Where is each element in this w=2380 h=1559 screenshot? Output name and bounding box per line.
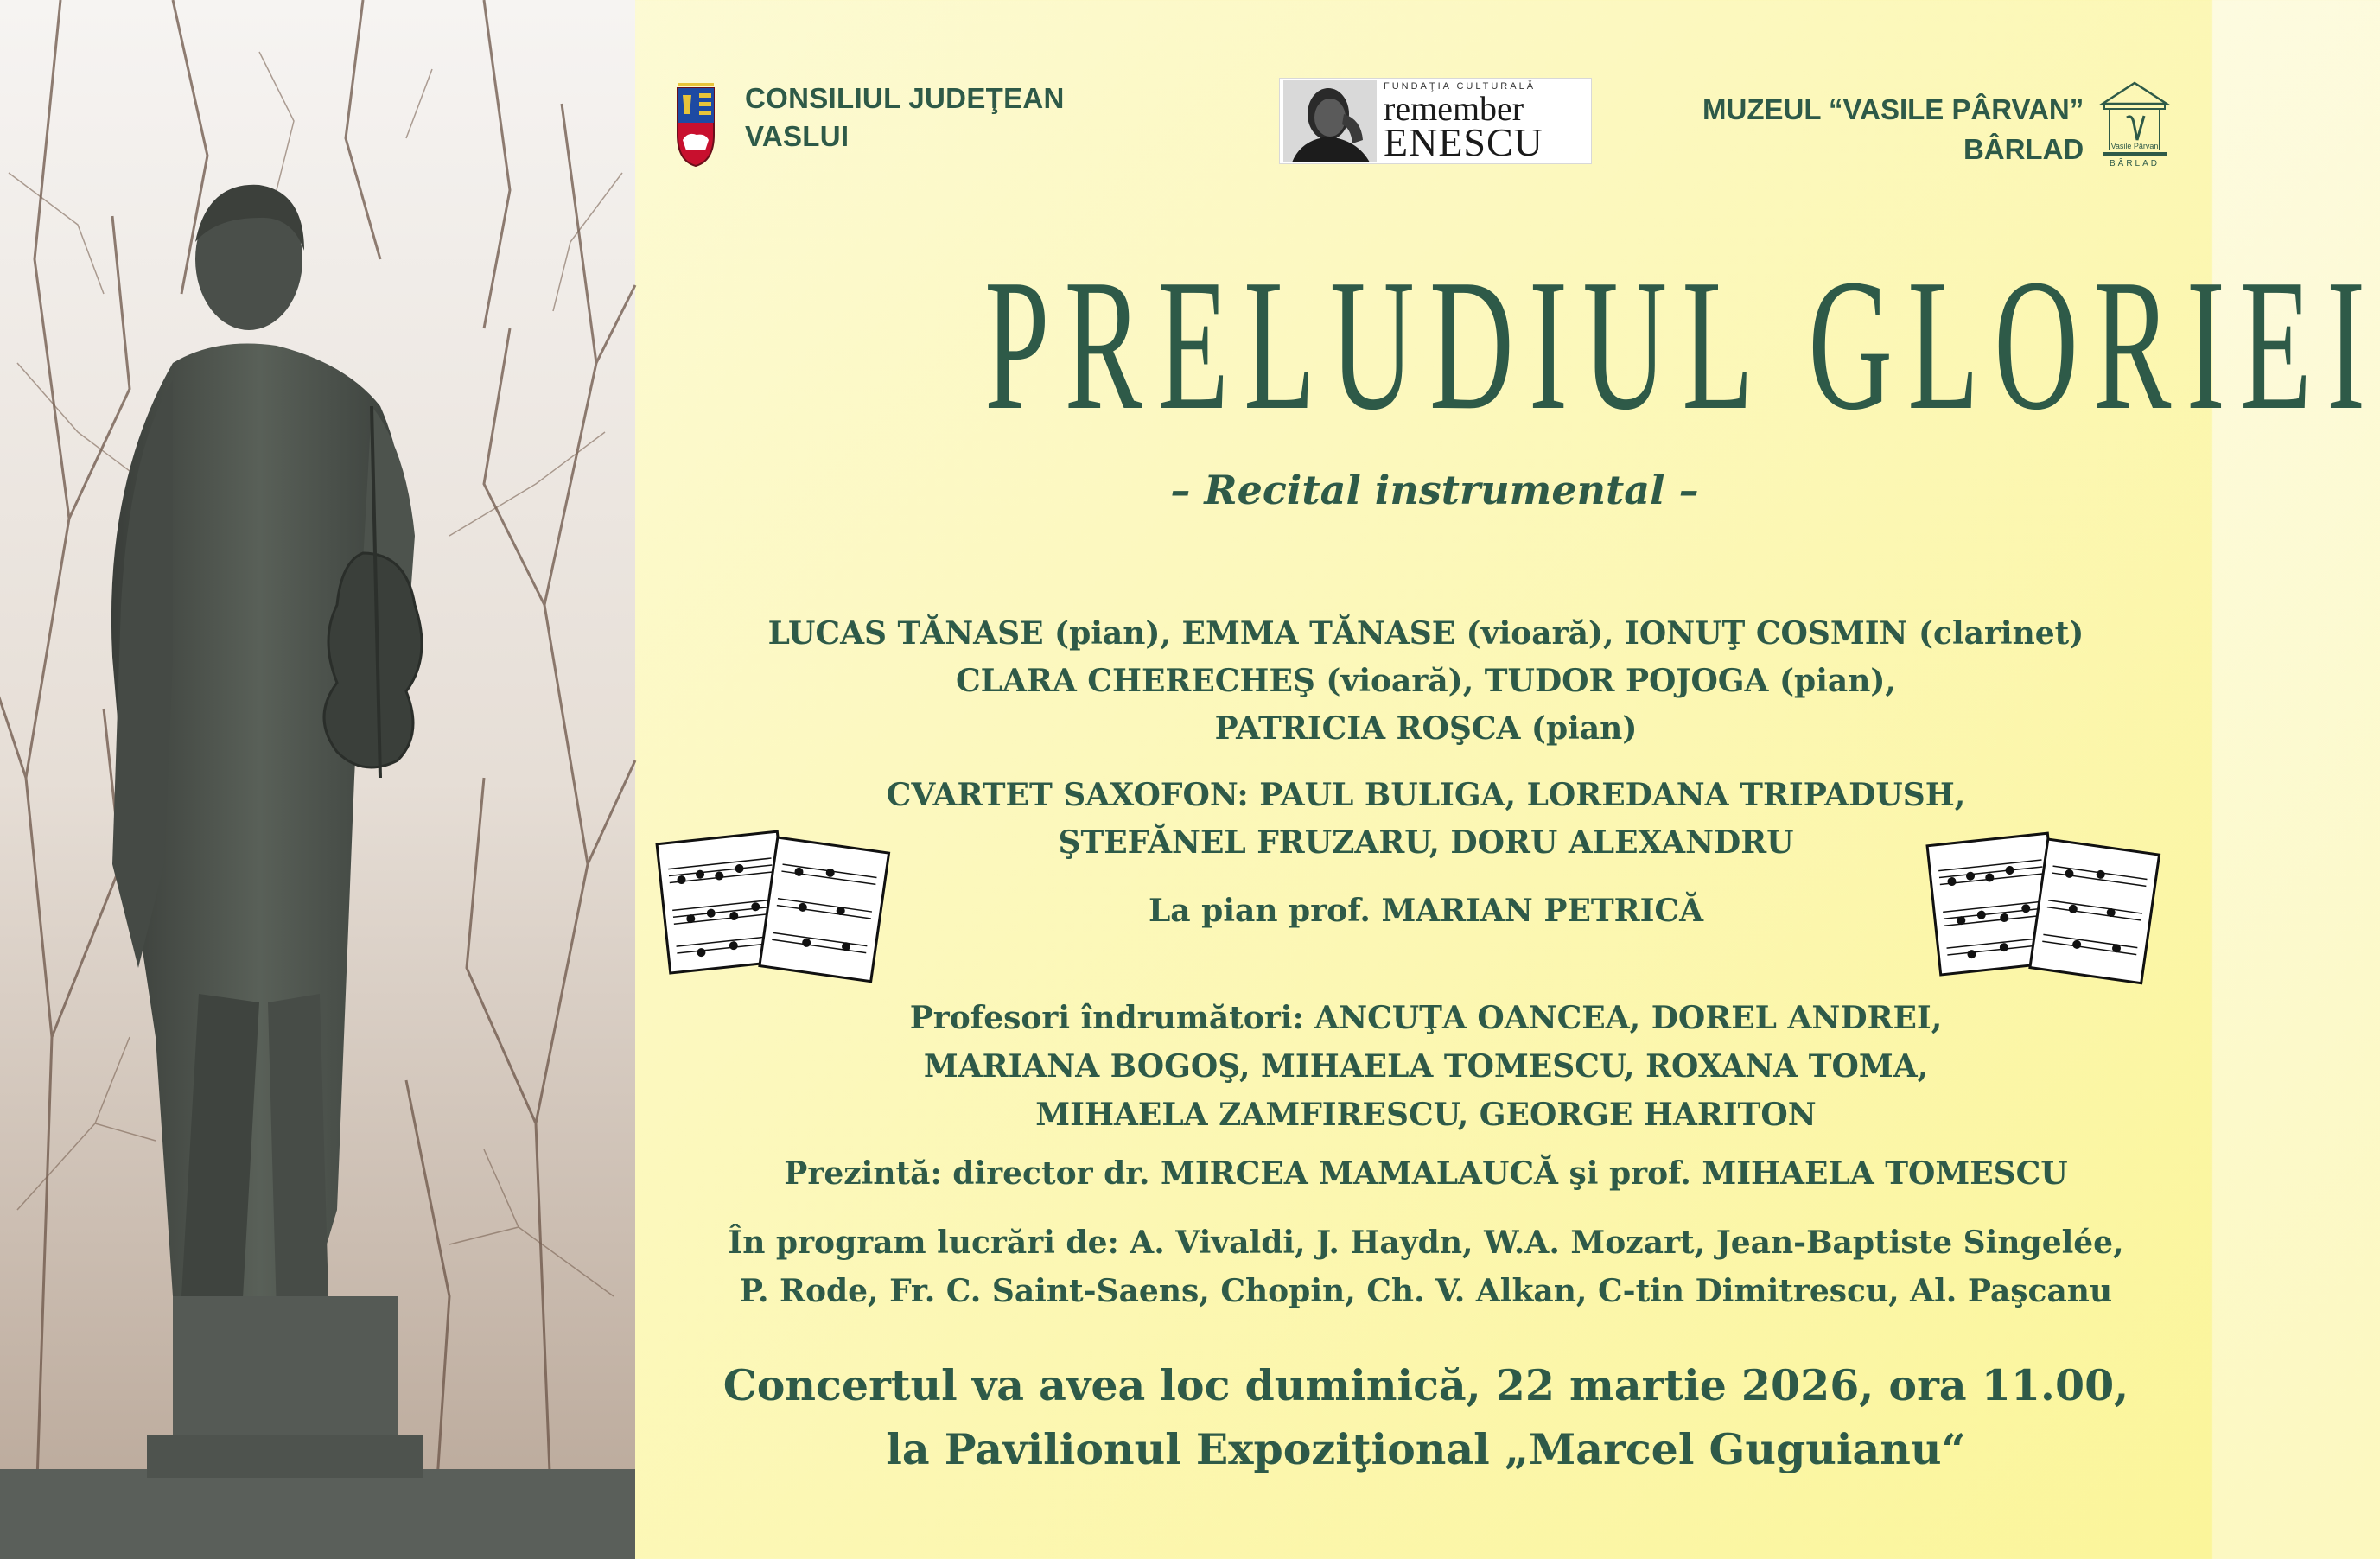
program-line: P. Rode, Fr. C. Saint-Saens, Chopin, Ch. V. Alkan, C-tin Dimitrescu, Al. Paşcanu [739,1273,2113,1309]
concert-details [657,1353,2195,1481]
museum-name-line2: BÂRLAD [1963,133,2084,165]
county-council-name [745,80,1065,156]
sheet-music-icon [1925,821,2185,994]
enescu-portrait-icon [1283,80,1377,162]
museum-emblem-icon [2097,80,2172,169]
program-line: În program lucrări de: A. Vivaldi, J. Haydn, W.A. Mozart, Jean-Baptiste Singelée, [728,1225,2124,1261]
presenters-line: Prezintă: director dr. MIRCEA MAMALAUCĂ şi prof. MIHAELA TOMESCU [784,1155,2068,1192]
teachers-line: MARIANA BOGOŞ, MIHAELA TOMESCU, ROXANA TOMA, [923,1048,1929,1085]
statue-illustration [0,0,635,1559]
teachers-line: Profesori îndrumători: ANCUŢA OANCEA, DOREL ANDREI, [909,1000,1943,1036]
museum-logo [1702,90,2172,169]
quartet-line: CVARTET SAXOFON: PAUL BULIGA, LOREDANA TRIPADUSH, [886,777,1966,813]
foundation-label: FUNDAŢIA CULTURALĂ [1384,81,1537,92]
emblem-text: Vasile Pârvan [2110,142,2159,150]
museum-name [1702,90,2084,169]
sheet-music-icon [655,819,914,992]
remember-enescu-logo [1279,78,1592,164]
county-council-logo [676,80,1065,168]
performers-line: LUCAS TĂNASE (pian), EMMA TĂNASE (vioară), IONUŢ COSMIN (clarinet) [767,615,2084,652]
performers-line: PATRICIA ROŞCA (pian) [1214,710,1638,747]
teachers-list [657,994,2195,1139]
statue-photo [0,0,635,1559]
emblem-city: BÂRLAD [2110,159,2160,169]
poster-title: PRELUDIUL GLORIEI [984,241,2380,449]
remember-label: remember [1384,89,1524,128]
concert-venue-line: la Pavilionul Expoziţional „Marcel Guguianu“ [886,1424,1966,1474]
county-council-line1: CONSILIUL JUDEŢEAN [745,82,1065,114]
county-council-line2: VASLUI [745,120,850,152]
enescu-label: ENESCU [1384,120,1543,164]
performers-line: CLARA CHERECHEŞ (vioară), TUDOR POJOGA (pian), [956,663,1896,699]
county-crest-icon [676,83,716,168]
presenters [657,1149,2195,1198]
poster-subtitle: – Recital instrumental – [1170,467,1699,513]
teachers-line: MIHAELA ZAMFIRESCU, GEORGE HARITON [1035,1097,1817,1133]
accompanist-line: La pian prof. MARIAN PETRICĂ [1148,893,1704,929]
concert-date-line: Concertul va avea loc duminică, 22 martie 2026, ora 11.00, [722,1360,2129,1410]
enescu-logo-words [1384,81,1543,164]
quartet-line: ŞTEFĂNEL FRUZARU, DORU ALEXANDRU [1058,824,1794,861]
program-works [657,1219,2195,1315]
museum-name-line1: MUZEUL “VASILE PÂRVAN” [1702,93,2084,125]
performers-list [657,610,2195,753]
